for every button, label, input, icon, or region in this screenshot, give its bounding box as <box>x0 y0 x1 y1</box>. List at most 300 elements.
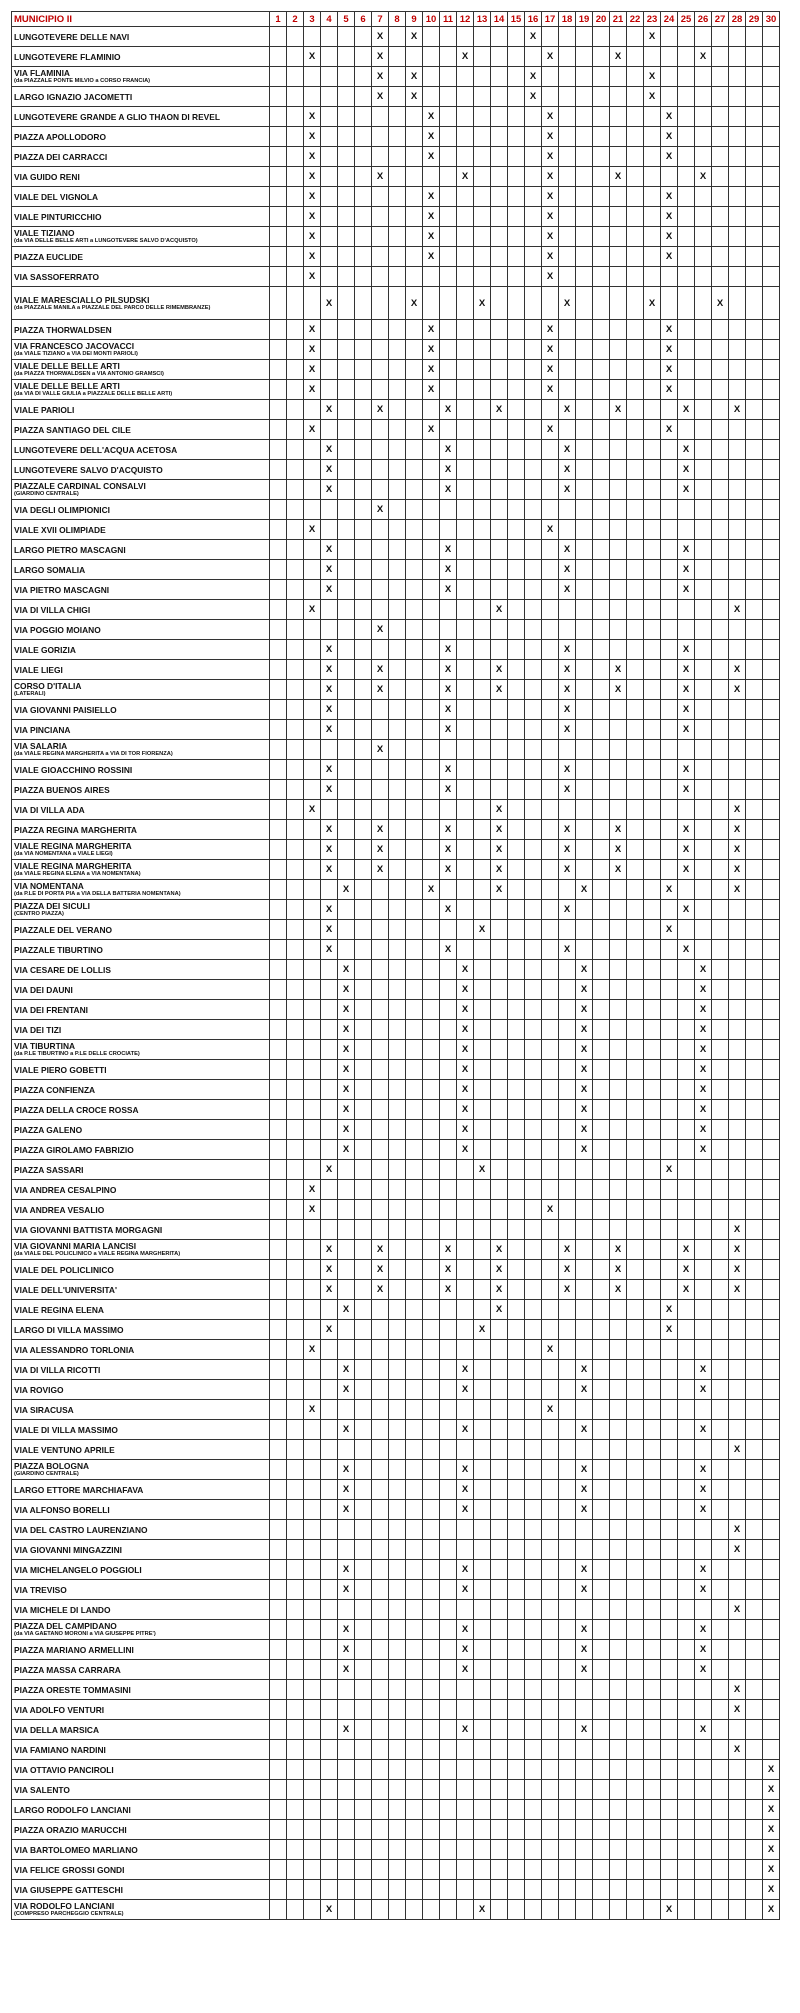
day-header: 8 <box>389 12 406 27</box>
day-cell <box>423 1700 440 1720</box>
day-cell <box>576 420 593 440</box>
day-cell <box>593 1020 610 1040</box>
day-cell <box>304 440 321 460</box>
day-cell <box>746 1320 763 1340</box>
day-cell <box>576 660 593 680</box>
day-cell <box>661 860 678 880</box>
day-cell <box>321 380 338 400</box>
day-cell <box>423 1460 440 1480</box>
day-cell <box>525 1500 542 1520</box>
day-cell <box>593 1700 610 1720</box>
day-cell <box>729 1580 746 1600</box>
day-cell <box>287 1460 304 1480</box>
day-cell <box>304 1360 321 1380</box>
day-cell <box>372 520 389 540</box>
day-mark: X <box>559 287 576 320</box>
day-cell <box>508 267 525 287</box>
street-cell <box>12 420 270 440</box>
day-cell <box>746 1140 763 1160</box>
day-cell <box>525 660 542 680</box>
day-cell <box>593 380 610 400</box>
day-mark: X <box>423 127 440 147</box>
day-cell <box>763 960 780 980</box>
day-mark: X <box>695 1060 712 1080</box>
day-cell <box>321 420 338 440</box>
street-name: VIALE DELL'UNIVERSITA' <box>14 1284 117 1295</box>
day-cell <box>627 440 644 460</box>
day-mark: X <box>321 860 338 880</box>
day-cell <box>321 1380 338 1400</box>
day-cell <box>389 660 406 680</box>
day-cell <box>423 560 440 580</box>
day-cell <box>763 1200 780 1220</box>
day-cell <box>440 27 457 47</box>
day-cell <box>644 227 661 247</box>
street-cell <box>12 660 270 680</box>
day-cell <box>746 27 763 47</box>
day-mark: X <box>542 1340 559 1360</box>
day-cell <box>270 1320 287 1340</box>
day-cell <box>287 780 304 800</box>
day-cell <box>406 1400 423 1420</box>
day-cell <box>491 780 508 800</box>
day-cell <box>678 1860 695 1880</box>
day-mark: X <box>423 227 440 247</box>
day-cell <box>695 600 712 620</box>
day-cell <box>593 1900 610 1920</box>
day-cell <box>661 500 678 520</box>
table-row <box>12 147 780 167</box>
day-cell <box>576 1200 593 1220</box>
day-cell <box>355 440 372 460</box>
street-section: (da VIALE TIZIANO a VIA DEI MONTI PARIOLI) <box>14 351 138 357</box>
day-cell <box>593 1300 610 1320</box>
street-cell <box>12 1300 270 1320</box>
day-cell <box>593 1500 610 1520</box>
day-cell <box>372 1340 389 1360</box>
day-cell <box>644 1740 661 1760</box>
day-cell <box>440 1400 457 1420</box>
day-cell <box>763 980 780 1000</box>
day-cell <box>372 1540 389 1560</box>
day-cell <box>389 700 406 720</box>
day-mark: X <box>661 380 678 400</box>
day-mark: X <box>712 287 729 320</box>
day-cell <box>525 287 542 320</box>
day-cell <box>712 1620 729 1640</box>
day-cell <box>525 1000 542 1020</box>
day-cell <box>712 1640 729 1660</box>
street-name: PIAZZA GALENO <box>14 1124 83 1135</box>
day-cell <box>559 1440 576 1460</box>
day-cell <box>287 1640 304 1660</box>
day-cell <box>389 107 406 127</box>
street-name: VIA GIOVANNI MARIA LANCISI <box>14 1241 137 1251</box>
day-cell <box>287 360 304 380</box>
day-cell <box>321 1480 338 1500</box>
day-cell <box>695 27 712 47</box>
day-cell <box>355 960 372 980</box>
day-cell <box>712 1900 729 1920</box>
day-cell <box>355 1700 372 1720</box>
day-cell <box>576 740 593 760</box>
street-name: VIA GIOVANNI MINGAZZINI <box>14 1544 122 1555</box>
day-cell <box>491 560 508 580</box>
day-cell <box>627 1900 644 1920</box>
day-cell <box>440 47 457 67</box>
day-cell <box>270 940 287 960</box>
day-cell <box>355 700 372 720</box>
day-cell <box>406 1060 423 1080</box>
day-cell <box>270 1840 287 1860</box>
day-cell <box>440 1100 457 1120</box>
day-cell <box>542 1620 559 1640</box>
day-cell <box>508 840 525 860</box>
day-cell <box>746 660 763 680</box>
day-cell <box>389 1580 406 1600</box>
day-cell <box>542 27 559 47</box>
day-mark: X <box>491 1260 508 1280</box>
table-row <box>12 1300 780 1320</box>
day-cell <box>508 600 525 620</box>
day-cell <box>576 187 593 207</box>
day-cell <box>746 1020 763 1040</box>
table-row <box>12 1740 780 1760</box>
street-name: VIA CESARE DE LOLLIS <box>14 964 111 975</box>
day-cell <box>610 27 627 47</box>
day-cell <box>423 1800 440 1820</box>
table-row <box>12 480 780 500</box>
day-cell <box>695 840 712 860</box>
day-cell <box>508 227 525 247</box>
day-mark: X <box>457 1720 474 1740</box>
day-cell <box>355 980 372 1000</box>
day-cell <box>270 147 287 167</box>
day-cell <box>627 1220 644 1240</box>
day-cell <box>712 1340 729 1360</box>
day-cell <box>729 500 746 520</box>
day-mark: X <box>440 480 457 500</box>
day-cell <box>338 700 355 720</box>
day-cell <box>525 1680 542 1700</box>
day-cell <box>338 1860 355 1880</box>
day-cell <box>287 800 304 820</box>
day-mark: X <box>678 780 695 800</box>
day-mark: X <box>423 147 440 167</box>
day-cell <box>406 760 423 780</box>
day-cell <box>763 480 780 500</box>
day-cell <box>576 67 593 87</box>
day-cell <box>508 1020 525 1040</box>
day-cell <box>372 1680 389 1700</box>
day-cell <box>355 1760 372 1780</box>
day-cell <box>508 720 525 740</box>
day-cell <box>593 400 610 420</box>
day-cell <box>644 480 661 500</box>
day-cell <box>695 760 712 780</box>
day-cell <box>559 1220 576 1240</box>
day-cell <box>389 320 406 340</box>
day-cell <box>270 287 287 320</box>
day-cell <box>321 1640 338 1660</box>
day-cell <box>304 880 321 900</box>
street-section: (CENTRO PIAZZA) <box>14 911 64 917</box>
street-name: PIAZZA MARIANO ARMELLINI <box>14 1644 134 1655</box>
day-cell <box>321 1180 338 1200</box>
street-name: PIAZZALE DEL VERANO <box>14 924 113 935</box>
day-cell <box>304 1120 321 1140</box>
day-cell <box>355 1280 372 1300</box>
day-cell <box>457 1200 474 1220</box>
day-cell <box>627 27 644 47</box>
day-cell <box>457 460 474 480</box>
day-cell <box>746 1660 763 1680</box>
day-cell <box>355 1580 372 1600</box>
day-cell <box>593 87 610 107</box>
day-cell <box>474 1440 491 1460</box>
day-cell <box>338 620 355 640</box>
day-cell <box>610 580 627 600</box>
day-cell <box>763 1640 780 1660</box>
day-cell <box>321 340 338 360</box>
day-cell <box>746 1840 763 1860</box>
day-cell <box>593 1380 610 1400</box>
day-cell <box>559 67 576 87</box>
day-cell <box>423 1080 440 1100</box>
day-cell <box>593 187 610 207</box>
day-cell <box>270 1620 287 1640</box>
day-cell <box>712 460 729 480</box>
day-cell <box>423 520 440 540</box>
day-cell <box>270 47 287 67</box>
day-cell <box>593 1140 610 1160</box>
day-cell <box>661 1520 678 1540</box>
day-cell <box>457 227 474 247</box>
day-cell <box>491 1080 508 1100</box>
day-mark: X <box>338 1120 355 1140</box>
day-mark: X <box>338 1060 355 1080</box>
day-cell <box>304 760 321 780</box>
day-mark: X <box>423 187 440 207</box>
day-cell <box>474 1060 491 1080</box>
day-mark: X <box>304 800 321 820</box>
day-cell <box>525 1200 542 1220</box>
day-mark: X <box>304 600 321 620</box>
day-cell <box>423 1140 440 1160</box>
day-cell <box>746 1760 763 1780</box>
day-mark: X <box>440 780 457 800</box>
day-cell <box>304 1160 321 1180</box>
day-cell <box>457 187 474 207</box>
day-cell <box>610 207 627 227</box>
day-cell <box>695 460 712 480</box>
day-cell <box>644 1700 661 1720</box>
day-mark: X <box>304 380 321 400</box>
day-cell <box>491 1160 508 1180</box>
day-cell <box>559 1860 576 1880</box>
day-mark: X <box>423 107 440 127</box>
day-cell <box>593 147 610 167</box>
day-cell <box>746 187 763 207</box>
day-cell <box>644 760 661 780</box>
day-cell <box>372 1060 389 1080</box>
day-cell <box>457 700 474 720</box>
day-cell <box>695 227 712 247</box>
day-cell <box>746 1640 763 1660</box>
day-cell <box>712 1740 729 1760</box>
day-cell <box>661 1780 678 1800</box>
day-cell <box>627 1520 644 1540</box>
day-cell <box>576 1300 593 1320</box>
street-cell <box>12 1600 270 1620</box>
day-cell <box>661 1140 678 1160</box>
day-mark: X <box>372 67 389 87</box>
day-cell <box>746 500 763 520</box>
day-cell <box>474 880 491 900</box>
day-cell <box>644 620 661 640</box>
day-cell <box>593 640 610 660</box>
day-cell <box>372 1620 389 1640</box>
day-cell <box>423 980 440 1000</box>
street-section: (COMPRESO PARCHEGGIO CENTRALE) <box>14 1911 124 1917</box>
day-cell <box>729 1840 746 1860</box>
day-cell <box>389 1120 406 1140</box>
day-cell <box>406 660 423 680</box>
day-cell <box>729 420 746 440</box>
day-cell <box>610 1420 627 1440</box>
day-cell <box>678 1440 695 1460</box>
day-cell <box>678 1400 695 1420</box>
day-mark: X <box>661 1300 678 1320</box>
day-cell <box>321 1060 338 1080</box>
day-cell <box>593 780 610 800</box>
day-cell <box>321 227 338 247</box>
day-cell <box>508 740 525 760</box>
street-cell <box>12 107 270 127</box>
day-mark: X <box>338 880 355 900</box>
street-cell <box>12 440 270 460</box>
day-cell <box>389 1460 406 1480</box>
day-cell <box>627 760 644 780</box>
day-cell <box>406 540 423 560</box>
day-cell <box>355 1420 372 1440</box>
day-cell <box>406 920 423 940</box>
street-name: PIAZZALE TIBURTINO <box>14 944 103 955</box>
day-cell <box>372 1460 389 1480</box>
day-cell <box>474 740 491 760</box>
table-row <box>12 1560 780 1580</box>
day-cell <box>678 127 695 147</box>
day-cell <box>423 720 440 740</box>
day-mark: X <box>542 147 559 167</box>
day-cell <box>695 540 712 560</box>
day-cell <box>270 1660 287 1680</box>
day-cell <box>746 580 763 600</box>
day-cell <box>746 880 763 900</box>
day-cell <box>763 820 780 840</box>
day-mark: X <box>372 660 389 680</box>
day-cell <box>287 960 304 980</box>
day-cell <box>695 1340 712 1360</box>
day-cell <box>355 1000 372 1020</box>
day-mark: X <box>695 1120 712 1140</box>
day-cell <box>729 780 746 800</box>
day-cell <box>321 1840 338 1860</box>
day-cell <box>593 1060 610 1080</box>
day-cell <box>389 1880 406 1900</box>
day-cell <box>593 1660 610 1680</box>
day-cell <box>695 1740 712 1760</box>
day-cell <box>338 1180 355 1200</box>
day-cell <box>474 940 491 960</box>
day-mark: X <box>542 107 559 127</box>
day-header: 10 <box>423 12 440 27</box>
day-cell <box>355 1620 372 1640</box>
day-mark: X <box>372 840 389 860</box>
day-cell <box>287 540 304 560</box>
street-name: VIA RODOLFO LANCIANI <box>14 1901 115 1911</box>
day-cell <box>695 420 712 440</box>
day-cell <box>355 640 372 660</box>
day-cell <box>474 1300 491 1320</box>
day-cell <box>729 440 746 460</box>
day-cell <box>695 1820 712 1840</box>
day-cell <box>406 400 423 420</box>
day-mark: X <box>321 540 338 560</box>
day-cell <box>474 1500 491 1520</box>
day-cell <box>661 780 678 800</box>
day-mark: X <box>729 880 746 900</box>
day-cell <box>627 680 644 700</box>
day-cell <box>525 1300 542 1320</box>
day-cell <box>746 1040 763 1060</box>
day-cell <box>287 1140 304 1160</box>
day-cell <box>644 1620 661 1640</box>
day-cell <box>491 700 508 720</box>
day-cell <box>763 520 780 540</box>
day-cell <box>474 1840 491 1860</box>
street-cell <box>12 1000 270 1020</box>
day-cell <box>423 1760 440 1780</box>
day-cell <box>576 440 593 460</box>
day-cell <box>270 1640 287 1660</box>
day-cell <box>763 47 780 67</box>
street-cell <box>12 1620 270 1640</box>
day-cell <box>746 400 763 420</box>
day-cell <box>627 1640 644 1660</box>
day-mark: X <box>644 67 661 87</box>
day-cell <box>372 420 389 440</box>
day-cell <box>559 420 576 440</box>
day-cell <box>440 1160 457 1180</box>
day-cell <box>287 1120 304 1140</box>
day-cell <box>287 1160 304 1180</box>
day-cell <box>338 87 355 107</box>
day-cell <box>729 187 746 207</box>
day-mark: X <box>559 940 576 960</box>
day-cell <box>712 1500 729 1520</box>
day-cell <box>610 780 627 800</box>
day-cell <box>474 1860 491 1880</box>
day-cell <box>389 147 406 167</box>
day-cell <box>729 1320 746 1340</box>
day-cell <box>304 1220 321 1240</box>
day-cell <box>457 380 474 400</box>
day-cell <box>372 1900 389 1920</box>
day-mark: X <box>559 840 576 860</box>
day-cell <box>712 500 729 520</box>
day-cell <box>304 1660 321 1680</box>
